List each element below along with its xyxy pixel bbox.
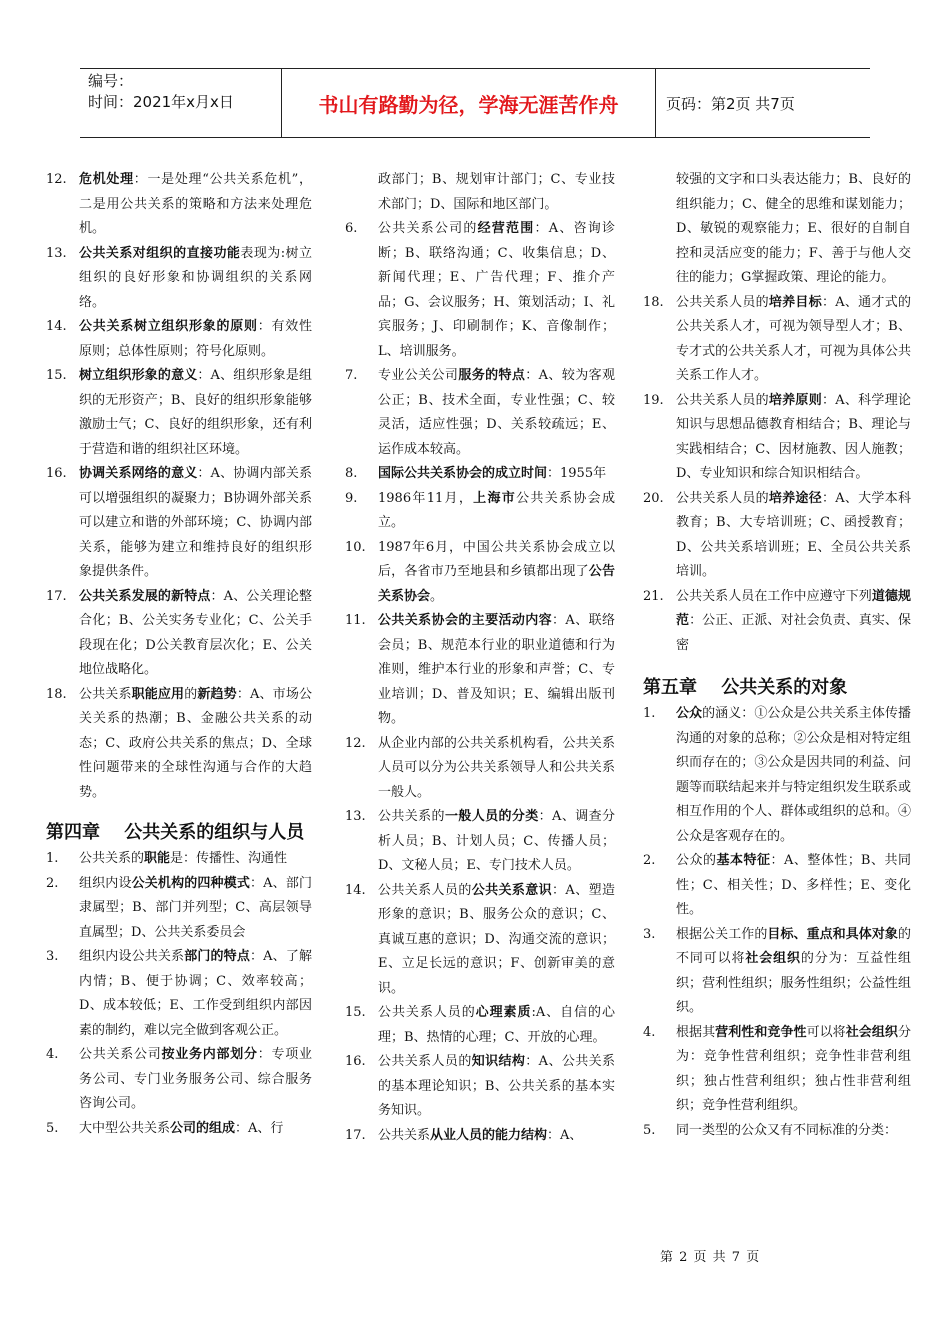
list-item xyxy=(345,732,615,806)
list-item xyxy=(46,315,312,364)
column-middle xyxy=(345,168,615,1148)
chapter-heading: 第四章 公共关系的组织与人员 xyxy=(46,822,305,843)
chapter-heading: 第五章 公共关系的对象 xyxy=(643,677,848,698)
item-number: 3. xyxy=(46,949,59,964)
list-item xyxy=(46,242,312,316)
list-item xyxy=(643,291,911,389)
item-number: 8. xyxy=(345,466,358,481)
item-number: 15. xyxy=(46,368,67,383)
item-number: 2. xyxy=(46,875,59,891)
item-number: 15. xyxy=(345,1005,366,1020)
list-item xyxy=(46,945,312,1043)
item-text: 政部门；B、规划审计部门；C、专业技术部门；D、国际和地区部门。 xyxy=(378,172,615,212)
item-number xyxy=(345,168,378,217)
list-item xyxy=(345,364,615,462)
item-text: 公共关系人员的培养原则：A、科学理论知识与思想品德教育相结合；B、理论与实践相结合；C、因材施教、因人施教；D、专业知识和综合知识相结合。 xyxy=(676,392,911,481)
list-item xyxy=(46,364,312,462)
item-text: 公共关系人员的培养目标：A、通才式的公共关系人才，可视为领导型人才；B、专才式的公共关系人才，可视为具体公共关系工作人才。 xyxy=(676,294,911,383)
item-text: 公共关系人员的知识结构：A、公共关系的基本理论知识；B、公共关系的基本实务知识。 xyxy=(378,1054,615,1118)
column-left xyxy=(46,168,312,1141)
item-number: 21. xyxy=(643,588,664,604)
item-text: 公共关系的一般人员的分类：A、调查分析人员；B、计划人员；C、传播人员；D、文秘人员；E、专门技术人员。 xyxy=(378,809,615,873)
page-footer: 第 2 页 共 7 页 xyxy=(660,1250,761,1265)
item-text: 公共关系发展的新特点：A、公关理论整合化；B、公关实务专业化；C、公关手段现在化；D公关教育层次化；E、公关地位战略化。 xyxy=(79,588,312,677)
list-item xyxy=(345,609,615,732)
list-item xyxy=(46,585,312,683)
item-number: 18. xyxy=(46,686,67,702)
item-number: 19. xyxy=(643,392,664,408)
list-item xyxy=(46,1117,312,1142)
item-text: 公共关系公司按业务内部划分：专项业务公司、专门业务服务公司、综合服务咨询公司。 xyxy=(79,1047,312,1111)
list-item xyxy=(643,168,911,291)
item-text: 公共关系职能应用的新趋势：A、市场公关关系的热潮；B、金融公共关系的动态；C、政府公共关系的焦点；D、全球性问题带来的全球性沟通与合作的大趋势。 xyxy=(79,686,312,800)
item-number: 7. xyxy=(345,368,358,383)
item-text: 专业公关公司服务的特点：A、较为客观公正；B、技术全面，专业性强；C、较灵活，适应性强；D、关系较疏远；E、运作成本较高。 xyxy=(378,368,615,457)
item-text: 公共关系人员的培养途径：A、大学本科教育；B、大专培训班；C、函授教育；D、公共关系培训班；E、全员公共关系培训。 xyxy=(676,490,911,579)
list-item xyxy=(345,487,615,536)
item-number: 12. xyxy=(345,735,366,751)
list-item xyxy=(643,389,911,487)
item-number: 14. xyxy=(46,319,67,334)
item-text: 公共关系对组织的直接功能表现为:树立组织的良好形象和协调组织的关系网络。 xyxy=(79,245,312,310)
list-item xyxy=(46,1043,312,1117)
item-text: 组织内设公共关系部门的特点：A、了解内情；B、便于协调；C、效率较高；D、成本较低；E、工作受到组织内部因素的制约，难以完全做到客观公正。 xyxy=(79,949,312,1038)
item-number: 4. xyxy=(46,1047,59,1062)
item-text: 公共关系协会的主要活动内容：A、联络会员；B、规范本行业的职业道德和行为准则，维护本行业的形象和声誉；C、专业培训；D、普及知识；E、编辑出版刊物。 xyxy=(378,613,615,726)
list-item xyxy=(345,168,615,217)
list-item xyxy=(345,1124,615,1149)
list-item xyxy=(345,1001,615,1050)
item-number: 17. xyxy=(46,588,67,604)
item-number: 10. xyxy=(345,539,366,555)
list-item xyxy=(46,168,312,242)
list-item xyxy=(643,1021,911,1119)
list-item xyxy=(345,217,615,364)
item-text: 公共关系的职能是：传播性、沟通性 xyxy=(79,851,288,866)
item-number: 3. xyxy=(643,926,656,942)
item-number: 13. xyxy=(345,809,366,824)
header-page-label: 页码：第2页 共7页 xyxy=(666,94,795,113)
item-number: 2. xyxy=(643,853,656,868)
item-text: 1986年11月，上海市公共关系协会成立。 xyxy=(378,490,615,530)
list-item xyxy=(345,462,615,487)
item-number: 20. xyxy=(643,490,664,506)
item-number: 4. xyxy=(643,1024,656,1040)
list-item xyxy=(46,683,312,806)
item-number xyxy=(643,168,676,291)
item-number: 11. xyxy=(345,613,366,628)
item-number: 1. xyxy=(46,851,59,866)
item-number: 17. xyxy=(345,1127,366,1143)
item-text: 1987年6月，中国公共关系协会成立以后，各省市乃至地县和乡镇都出现了公告关系协会。 xyxy=(378,539,615,604)
item-text: 同一类型的公众又有不同标准的分类： xyxy=(676,1122,898,1138)
item-text: 协调关系网络的意义：A、协调内部关系可以增强组织的凝聚力；B协调外部关系可以建立和谐的外部环境；C、协调内部关系，能够为建立和维持良好的组织形象提供条件。 xyxy=(79,466,312,579)
item-text: 公共关系从业人员的能力结构：A、 xyxy=(378,1127,583,1143)
item-text: 公共关系树立组织形象的原则：有效性原则；总体性原则；符号化原则。 xyxy=(79,319,312,359)
item-text: 公共关系人员在工作中应遵守下列道德规范：公正、正派、对社会负责、真实、保密 xyxy=(676,588,911,653)
item-text: 公共关系公司的经营范围：A、咨询诊断；B、联络沟通；C、收集信息；D、新闻代理；E、广告代理；F、推介产品；G、会议服务；H、策划活动；I、礼宾服务；J、印刷制作；K、音像制作；L、培训服务。 xyxy=(378,221,615,359)
item-text: 组织内设公关机构的四种模式：A、部门隶属型；B、部门并列型；C、高层领导直属型；D、公共关系委员会 xyxy=(79,875,312,940)
list-item xyxy=(643,1119,911,1144)
list-item xyxy=(46,872,312,946)
list-item xyxy=(643,585,911,659)
header-meta xyxy=(80,69,282,137)
item-text: 根据公关工作的目标、重点和具体对象的不同可以将社会组织的分为：互益性组织；营利性组织；服务性组织；公益性组织。 xyxy=(676,926,911,1015)
item-text: 大中型公共关系公司的组成：A、行 xyxy=(79,1120,284,1136)
list-item xyxy=(643,849,911,923)
item-text: 公众的基本特征：A、整体性；B、共同性；C、相关性；D、多样性；E、变化性。 xyxy=(676,853,911,917)
item-number: 16. xyxy=(345,1054,366,1069)
list-item xyxy=(345,805,615,879)
item-number: 16. xyxy=(46,466,67,481)
list-item xyxy=(46,847,312,872)
number-label: 编号： xyxy=(88,72,134,90)
item-number: 6. xyxy=(345,221,358,236)
list-item xyxy=(643,923,911,1021)
item-number: 1. xyxy=(643,706,656,721)
item-number: 12. xyxy=(46,172,67,187)
item-text: 从企业内部的公共关系机构看，公共关系人员可以分为公共关系领导人和公共关系一般人。 xyxy=(378,735,615,800)
list-item xyxy=(643,702,911,849)
column-right xyxy=(643,168,911,1143)
item-number: 14. xyxy=(345,882,366,898)
item-text: 国际公共关系协会的成立时间：1955年 xyxy=(378,466,607,481)
list-item xyxy=(345,536,615,610)
item-text: 公众的涵义：①公众是公共关系主体传播沟通的对象的总称；②公众是相对特定组织而存在的；③公众是因共同的利益、问题等而联结起来并与特定组织发生联系或相互作用的个人、群体或组织的总和。④公众是客观存在的。 xyxy=(676,706,911,844)
item-text: 树立组织形象的意义：A、组织形象是组织的无形资产；B、良好的组织形象能够激励士气；C、良好的组织形象，还有利于营造和谐的组织社区环境。 xyxy=(79,368,312,457)
item-text: 公共关系人员的公共关系意识：A、塑造形象的意识；B、服务公众的意识；C、真诚互惠的意识；D、沟通交流的意识；E、立足长远的意识；F、创新审美的意识。 xyxy=(378,882,615,996)
item-text: 公共关系人员的心理素质:A、自信的心理；B、热情的心理；C、开放的心理。 xyxy=(378,1005,615,1045)
list-item xyxy=(345,879,615,1002)
list-item xyxy=(345,1050,615,1124)
page-header xyxy=(80,68,870,138)
item-number: 5. xyxy=(46,1120,59,1136)
item-number: 5. xyxy=(643,1122,656,1138)
header-motto: 书山有路勤为径，学海无涯苦作舟 xyxy=(282,69,656,137)
item-text: 较强的文字和口头表达能力；B、良好的组织能力；C、健全的思维和谋划能力；D、敏锐的观察能力；E、很好的自制自控和灵活应变的能力；F、善于与他人交往的能力；G掌握政策、理论的能力。 xyxy=(676,172,911,285)
item-number: 13. xyxy=(46,245,67,261)
list-item xyxy=(46,462,312,585)
time-label: 时间：2021年x月x日 xyxy=(88,93,234,111)
item-number: 9. xyxy=(345,490,358,506)
list-item xyxy=(643,487,911,585)
item-text: 根据其营利性和竞争性可以将社会组织分为：竞争性营利组织；竞争性非营利组织；独占性营利组织；独占性非营利组织；竞争性营利组织。 xyxy=(676,1024,911,1113)
item-text: 危机处理：一是处理“公共关系危机”，二是用公共关系的策略和方法来处理危机。 xyxy=(79,172,312,236)
item-number: 18. xyxy=(643,294,664,310)
